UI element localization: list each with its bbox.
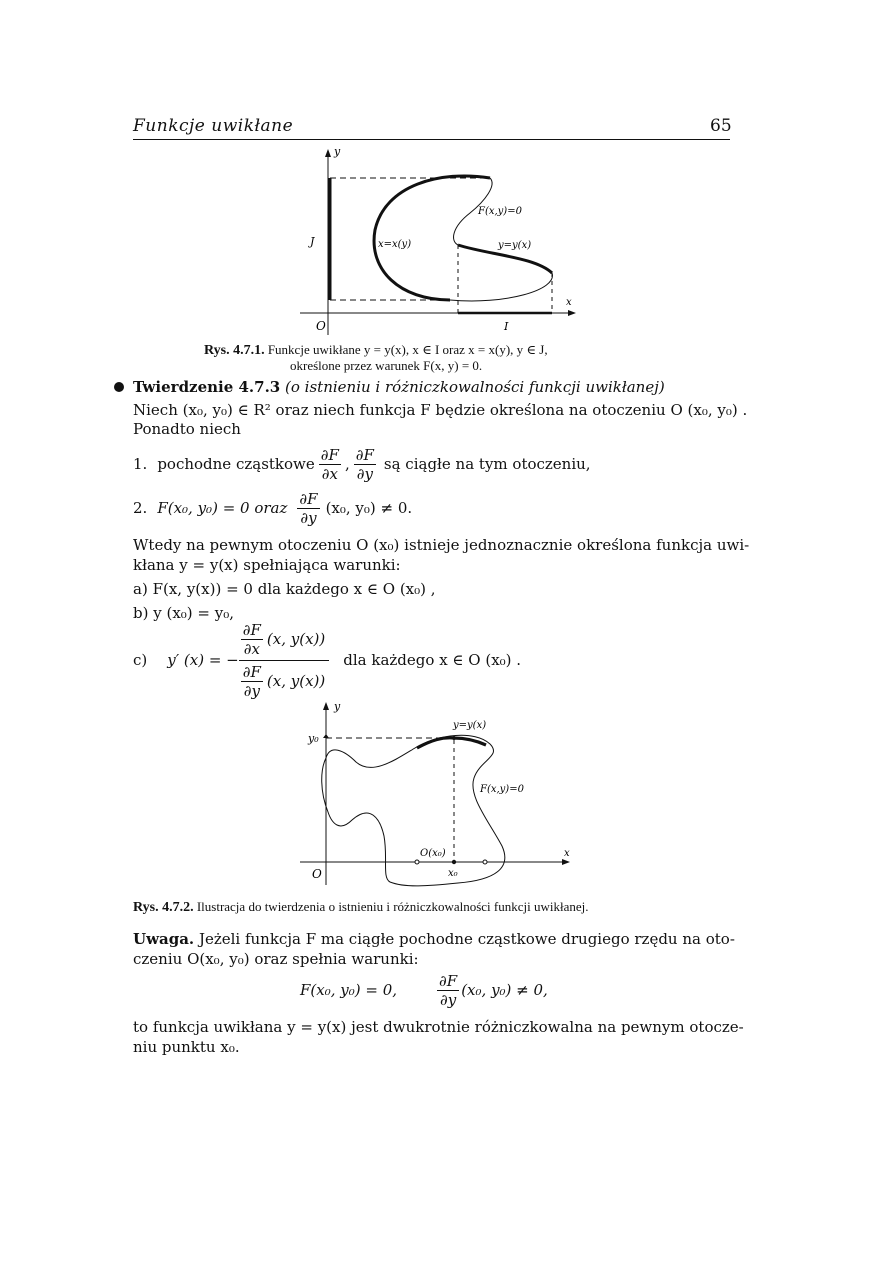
frac-den: ∂y: [356, 464, 373, 483]
label-J: J: [310, 235, 315, 248]
remark-text1: Jeżeli funkcja F ma ciągłe pochodne cząstkowe drugiego rzędu na oto-: [198, 930, 735, 948]
figure2-caption-label: Rys. 4.7.2.: [133, 900, 194, 915]
remark-line1: [133, 930, 735, 948]
theorem-subtitle: (o istnieniu i różniczkowalności funkcji uwikłanej): [285, 378, 665, 396]
page-number: 65: [710, 116, 732, 136]
figure2-caption: [133, 899, 589, 916]
cond-c-post: dla każdego x ∈ O (x₀) .: [343, 651, 522, 669]
frac-den: ∂x: [243, 639, 260, 658]
figure-existence-theorem: [290, 700, 580, 895]
figure1-caption-line2: określone przez warunek F(x, y) = 0.: [290, 358, 483, 373]
theorem-condition-b: b) y (x₀) = y₀,: [133, 604, 235, 622]
frac-num: ∂F: [242, 620, 261, 639]
fraction-dF-dy-c: [241, 663, 263, 700]
label-x0: x₀: [448, 868, 458, 879]
x-axis-arrow: [562, 859, 570, 865]
frac-den: ∂x: [321, 464, 338, 483]
remark-eq-right: (x₀, y₀) ≠ 0,: [461, 981, 548, 999]
theorem-condition-1: 1. pochodne cząstkowe $\frac{\partial F}{\partial x}$ , $\frac{\partial F}{\partial y}$ są ciągłe na tym otoczeniu,: [133, 445, 591, 483]
label-origin: O: [316, 319, 326, 333]
x-axis-arrow: [568, 310, 576, 316]
big-fraction: [239, 621, 330, 700]
fraction-dF-dx-c: [241, 621, 263, 658]
theorem-title: Twierdzenie 4.7.3: [133, 378, 281, 396]
remark-equation: [300, 968, 548, 1012]
theorem-heading: [133, 378, 665, 396]
figure-implicit-functions: [290, 145, 580, 340]
cond2-post: (x₀, y₀) ≠ 0.: [325, 499, 413, 517]
cond1-number: 1.: [133, 455, 148, 473]
cond2-number: 2.: [133, 499, 148, 517]
theorem-line2: Ponadto niech: [133, 420, 241, 438]
frac-num: ∂F: [320, 445, 339, 464]
label-y-of-x: y=y(x): [453, 720, 487, 731]
theorem-condition-c: [133, 622, 521, 698]
running-header-title: Funkcje uwikłane: [133, 116, 294, 136]
cond-c-label: c): [133, 651, 148, 669]
neigh-right-endpoint: [483, 860, 487, 864]
numerator-arg: (x, y(x)): [266, 630, 326, 648]
theorem-bullet-icon: [114, 382, 124, 392]
figure1-caption-label: Rys. 4.7.1.: [204, 343, 265, 358]
remark-line3: to funkcja uwikłana y = y(x) jest dwukrotnie różniczkowalna na pewnym otocze-: [133, 1018, 744, 1036]
frac-den: ∂y: [300, 508, 317, 527]
frac-den: ∂y: [243, 681, 260, 700]
figure2-caption-text: Ilustracja do twierdzenia o istnieniu i różniczkowalności funkcji uwikłanej.: [196, 899, 589, 914]
frac-num: ∂F: [299, 489, 318, 508]
frac-den: ∂y: [440, 990, 457, 1009]
cond1-post: są ciągłe na tym otoczeniu,: [383, 455, 591, 473]
theorem-condition-2: [133, 486, 412, 530]
label-y-axis: y: [334, 700, 341, 713]
label-y-axis: y: [334, 145, 341, 158]
y-axis-arrow: [323, 702, 329, 710]
label-x-axis: x: [566, 297, 572, 308]
fraction-dF-dx: [319, 446, 341, 483]
label-y-of-x: y=y(x): [498, 240, 532, 251]
figure1-caption-line1: [204, 342, 548, 359]
curve-thin-lower: [450, 273, 552, 301]
label-I: I: [504, 320, 509, 333]
frac-num: ∂F: [355, 445, 374, 464]
remark-line2: czeniu O(x₀, y₀) oraz spełnia warunki:: [133, 950, 419, 968]
label-curve-F: F(x,y)=0: [480, 784, 524, 795]
label-neighbourhood: O(x₀): [420, 848, 446, 859]
label-curve-F: F(x,y)=0: [478, 206, 522, 217]
point-x0: [452, 860, 456, 864]
fraction-dF-dy-remark: [437, 972, 459, 1009]
label-x-of-y: x=x(y): [378, 239, 412, 250]
theorem-then-line1: Wtedy na pewnym otoczeniu O (x₀) istnieje jednoznacznie określona funkcja uwi-: [133, 536, 750, 554]
fraction-dF-dy-2: [297, 490, 319, 527]
header-rule: [133, 139, 730, 140]
denominator-arg: (x, y(x)): [266, 672, 326, 690]
big-frac-denominator: [239, 661, 330, 700]
frac-num: ∂F: [439, 971, 458, 990]
cond1-pre: pochodne cząstkowe: [157, 455, 315, 473]
closed-curve: [322, 735, 505, 886]
cond2-pre: F(x₀, y₀) = 0 oraz: [157, 499, 288, 517]
fraction-dF-dy: [354, 446, 376, 483]
remark-eq-left: F(x₀, y₀) = 0,: [300, 981, 398, 999]
label-origin: O: [312, 867, 322, 881]
big-frac-numerator: [239, 621, 330, 661]
theorem-condition-a: a) F(x, y(x)) = 0 dla każdego x ∈ O (x₀) ,: [133, 580, 436, 598]
graph-y-of-x: [417, 738, 486, 748]
remark-line4: niu punktu x₀.: [133, 1038, 240, 1056]
point-x0-y0: [452, 736, 456, 740]
theorem-then-line2: kłana y = y(x) spełniająca warunki:: [133, 556, 401, 574]
neigh-left-endpoint: [415, 860, 419, 864]
remark-title: Uwaga.: [133, 930, 195, 948]
figure1-caption-text1: Funkcje uwikłane y = y(x), x ∈ I oraz x = x(y), y ∈ J,: [267, 342, 548, 357]
curve-x-of-y: [374, 176, 490, 300]
label-x-axis: x: [564, 848, 570, 859]
y-axis-arrow: [325, 149, 331, 157]
cond-c-lhs: y′ (x) = −: [167, 651, 239, 669]
tick-y0: [323, 734, 329, 738]
theorem-line1: Niech (x₀, y₀) ∈ R² oraz niech funkcja F będzie określona na otoczeniu O (x₀, y₀) .: [133, 401, 748, 419]
label-y0: y₀: [308, 732, 319, 745]
frac-num: ∂F: [242, 662, 261, 681]
